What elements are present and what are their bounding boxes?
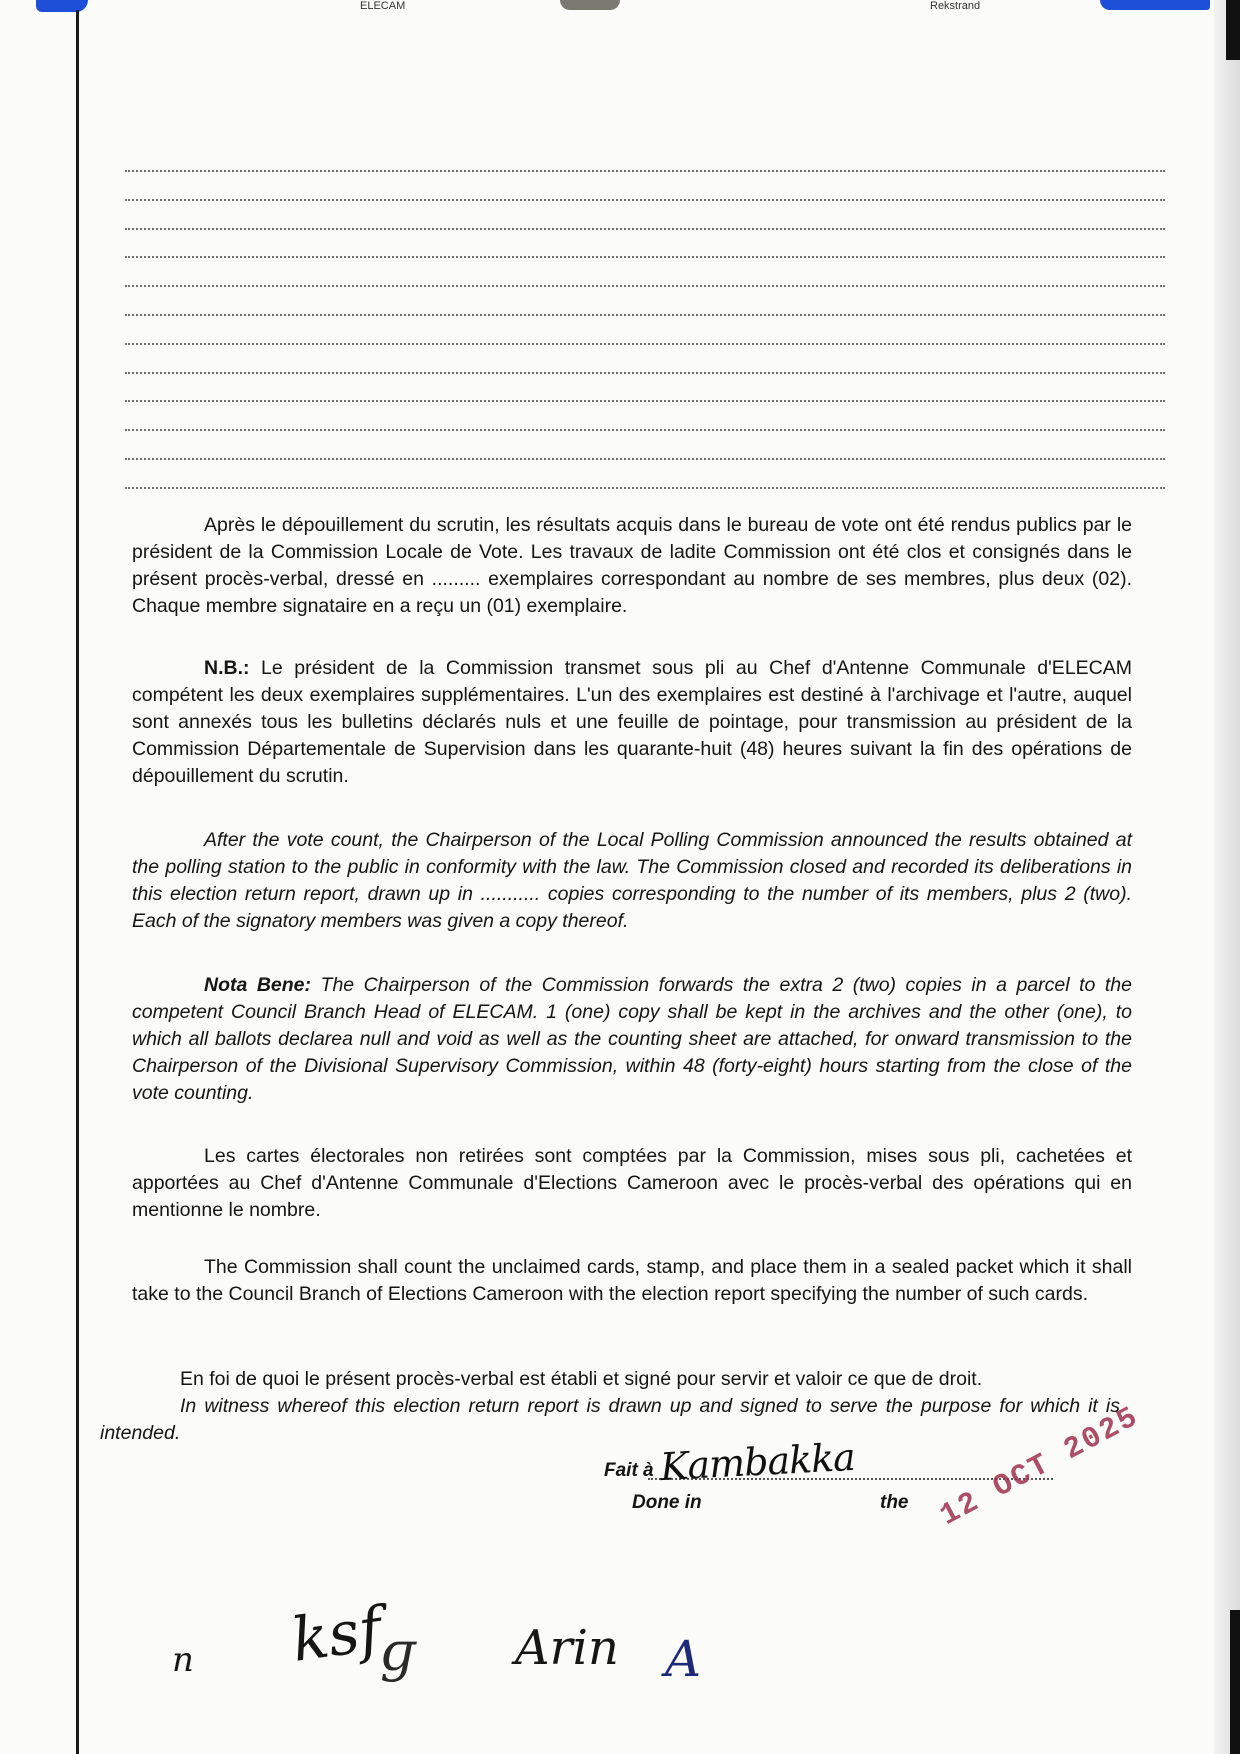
- dotted-line: [125, 285, 1165, 287]
- dotted-line: [125, 487, 1165, 489]
- blank-dotted-lines: [125, 170, 1165, 516]
- date-stamp: 12 OCT 2025: [934, 1400, 1146, 1534]
- nb-text: Le président de la Commission transmet sous pli au Chef d'Antenne Communale d'ELECAM compétent les deux exemplaires supplémentaires. L'un des exemplaires est destiné à l'archivage et l'autre, auquel sont annexés tous les bulletins déclarés nuls et une feuille de pointage, pour transmission au président de la Commission Départementale de Supervision dans les quarante-huit (48) heures suivant la fin des opérations de dépouillement du scrutin.: [132, 657, 1132, 787]
- dotted-line: [125, 199, 1165, 201]
- page-edge-shadow: [1226, 0, 1240, 60]
- page-edge-right: [1214, 0, 1240, 1754]
- dotted-line: [125, 228, 1165, 230]
- paragraph-fr-nb: [132, 655, 1132, 790]
- scan-artifact-blue: [1100, 0, 1210, 10]
- paragraph-text: Les cartes électorales non retirées sont comptées par la Commission, mises sous pli, cachetées et apportées au Chef d'Antenne Communale d'Elections Cameroon avec le procès-verbal des opérations qui en mentionne le nombre.: [132, 1145, 1132, 1221]
- witness-en: In witness whereof this election return report is drawn up and signed to serve the purpose for which it is intended.: [100, 1395, 1120, 1444]
- the-label: the: [880, 1492, 909, 1513]
- dotted-line: [125, 429, 1165, 431]
- dotted-line: [125, 170, 1165, 172]
- paragraph-fr-results: [132, 512, 1132, 620]
- paragraph-en-nb: [132, 972, 1132, 1107]
- handwritten-place: Kambakka: [658, 1434, 856, 1490]
- paragraph-witness: [100, 1366, 1120, 1447]
- scan-artifact-blue: [36, 0, 88, 12]
- signature-3: ɡ: [380, 1620, 415, 1683]
- page-edge-shadow: [1230, 1610, 1240, 1754]
- paragraph-en-cards: [132, 1254, 1132, 1308]
- dotted-line: [125, 256, 1165, 258]
- paragraph-text: After the vote count, the Chairperson of the Local Polling Commission announced the results obtained at the polling station to the public in conformity with the law. The Commission closed and recorded its deliberations in this election return report, drawn up in ........... copies corresponding to the number of its members, plus 2 (two). Each of the signatory members was given a copy thereof.: [132, 829, 1132, 932]
- header-fragment-left: ELECAM: [360, 0, 406, 12]
- fait-a-label: Fait à: [604, 1460, 654, 1481]
- signature-1: n: [172, 1640, 194, 1680]
- nb-label: N.B.:: [204, 657, 250, 679]
- nota-bene-label: Nota Bene:: [204, 974, 312, 996]
- done-in-label: Done in: [632, 1492, 702, 1513]
- page-edge-left: [76, 10, 79, 1754]
- dotted-line: [125, 458, 1165, 460]
- dotted-line: [125, 372, 1165, 374]
- nota-bene-text: The Chairperson of the Commission forwards the extra 2 (two) copies in a parcel to the competent Council Branch Head of ELECAM. 1 (one) copy shall be kept in the archives and the other (one), to which all ballots declarea null and void as well as the counting sheet are attached, for onward transmission to the Chairperson of the Divisional Supervisory Commission, within 48 (forty-eight) hours starting from the close of the vote counting.: [132, 974, 1132, 1104]
- dotted-line: [125, 343, 1165, 345]
- paragraph-text: The Commission shall count the unclaimed cards, stamp, and place them in a sealed packet which it shall take to the Council Branch of Elections Cameroon with the election report specifying the number of such cards.: [132, 1256, 1132, 1305]
- dotted-line: [125, 314, 1165, 316]
- header-fragment-right: Rekstrand: [930, 0, 981, 12]
- signature-4: Arin: [515, 1620, 619, 1676]
- paragraph-text: Après le dépouillement du scrutin, les résultats acquis dans le bureau de vote ont été rendus publics par le président de la Commission Locale de Vote. Les travaux de ladite Commission ont été clos et consignés dans le présent procès-verbal, dressé en ......... exemplaires correspondant au nombre de ses membres, plus deux (02). Chaque membre signataire en a reçu un (01) exemplaire.: [132, 514, 1132, 617]
- scan-artifact-clip: [560, 0, 620, 10]
- signature-2: ksf: [287, 1594, 386, 1676]
- signature-5: A: [665, 1630, 702, 1688]
- witness-fr: En foi de quoi le présent procès-verbal est établi et signé pour servir et valoir ce que de droit.: [180, 1368, 983, 1390]
- dotted-line: [125, 400, 1165, 402]
- paragraph-fr-cards: [132, 1143, 1132, 1224]
- paragraph-en-results: [132, 827, 1132, 935]
